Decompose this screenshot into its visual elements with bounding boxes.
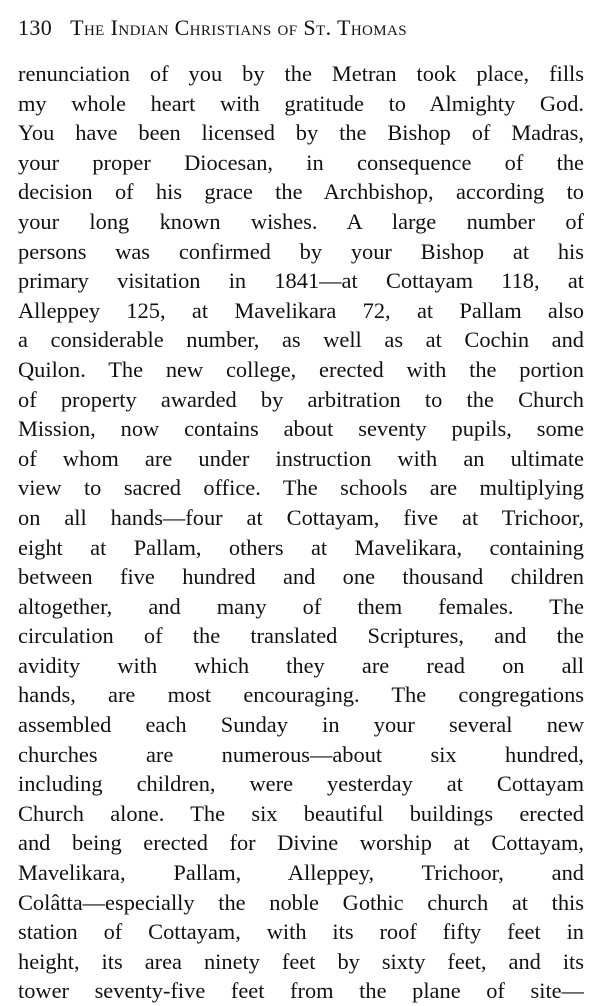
text-line: and being erected for Divine worship at Cottayam,: [18, 830, 584, 856]
text-line: view to sacred office. The schools are multiplying: [18, 475, 584, 501]
text-line: persons was confirmed by your Bishop at his: [18, 238, 584, 264]
text-line: on all hands—four at Cottayam, five at Trichoor,: [18, 504, 584, 530]
text-line: primary visitation in 1841—at Cottayam 118, at: [18, 268, 584, 294]
text-line: Colâtta—especially the noble Gothic church at this: [18, 889, 584, 915]
text-line: Alleppey 125, at Mavelikara 72, at Pallam also: [18, 297, 584, 323]
text-line: Quilon. The new college, erected with the portion: [18, 356, 584, 382]
text-line: circulation of the translated Scriptures, and the: [18, 623, 584, 649]
text-line: avidity with which they are read on all: [18, 652, 584, 678]
text-line: assembled each Sunday in your several new: [18, 712, 584, 738]
text-line: Mavelikara, Pallam, Alleppey, Trichoor, and: [18, 860, 584, 886]
text-line: hands, are most encouraging. The congregations: [18, 682, 584, 708]
body-text: [18, 59, 584, 1006]
text-line: my whole heart with gratitude to Almighty God.: [18, 90, 584, 116]
text-line: You have been licensed by the Bishop of Madras,: [18, 120, 584, 146]
text-line: eight at Pallam, others at Mavelikara, containing: [18, 534, 584, 560]
text-line: a considerable number, as well as at Cochin and: [18, 327, 584, 353]
running-title: The Indian Christians of St. Thomas: [70, 15, 407, 40]
text-line: of property awarded by arbitration to the Church: [18, 386, 584, 412]
page-number: 130: [18, 15, 53, 40]
running-head: [18, 10, 588, 46]
text-line: Mission, now contains about seventy pupils, some: [18, 416, 584, 442]
text-line: altogether, and many of them females. The: [18, 593, 584, 619]
text-line: tower seventy-five feet from the plane of site—: [18, 978, 584, 1004]
text-line: renunciation of you by the Metran took place, fills: [18, 61, 584, 86]
text-line: between five hundred and one thousand children: [18, 564, 584, 590]
text-line: height, its area ninety feet by sixty feet, and its: [18, 948, 584, 974]
text-line: churches are numerous—about six hundred,: [18, 741, 584, 767]
text-line: your proper Diocesan, in consequence of the: [18, 149, 584, 175]
text-line: decision of his grace the Archbishop, according to: [18, 179, 584, 205]
text-line: of whom are under instruction with an ultimate: [18, 445, 584, 471]
text-line: including children, were yesterday at Cottayam: [18, 771, 584, 797]
text-line: station of Cottayam, with its roof fifty feet in: [18, 919, 584, 945]
text-line: Church alone. The six beautiful buildings erected: [18, 800, 584, 826]
text-line: your long known wishes. A large number of: [18, 208, 584, 234]
